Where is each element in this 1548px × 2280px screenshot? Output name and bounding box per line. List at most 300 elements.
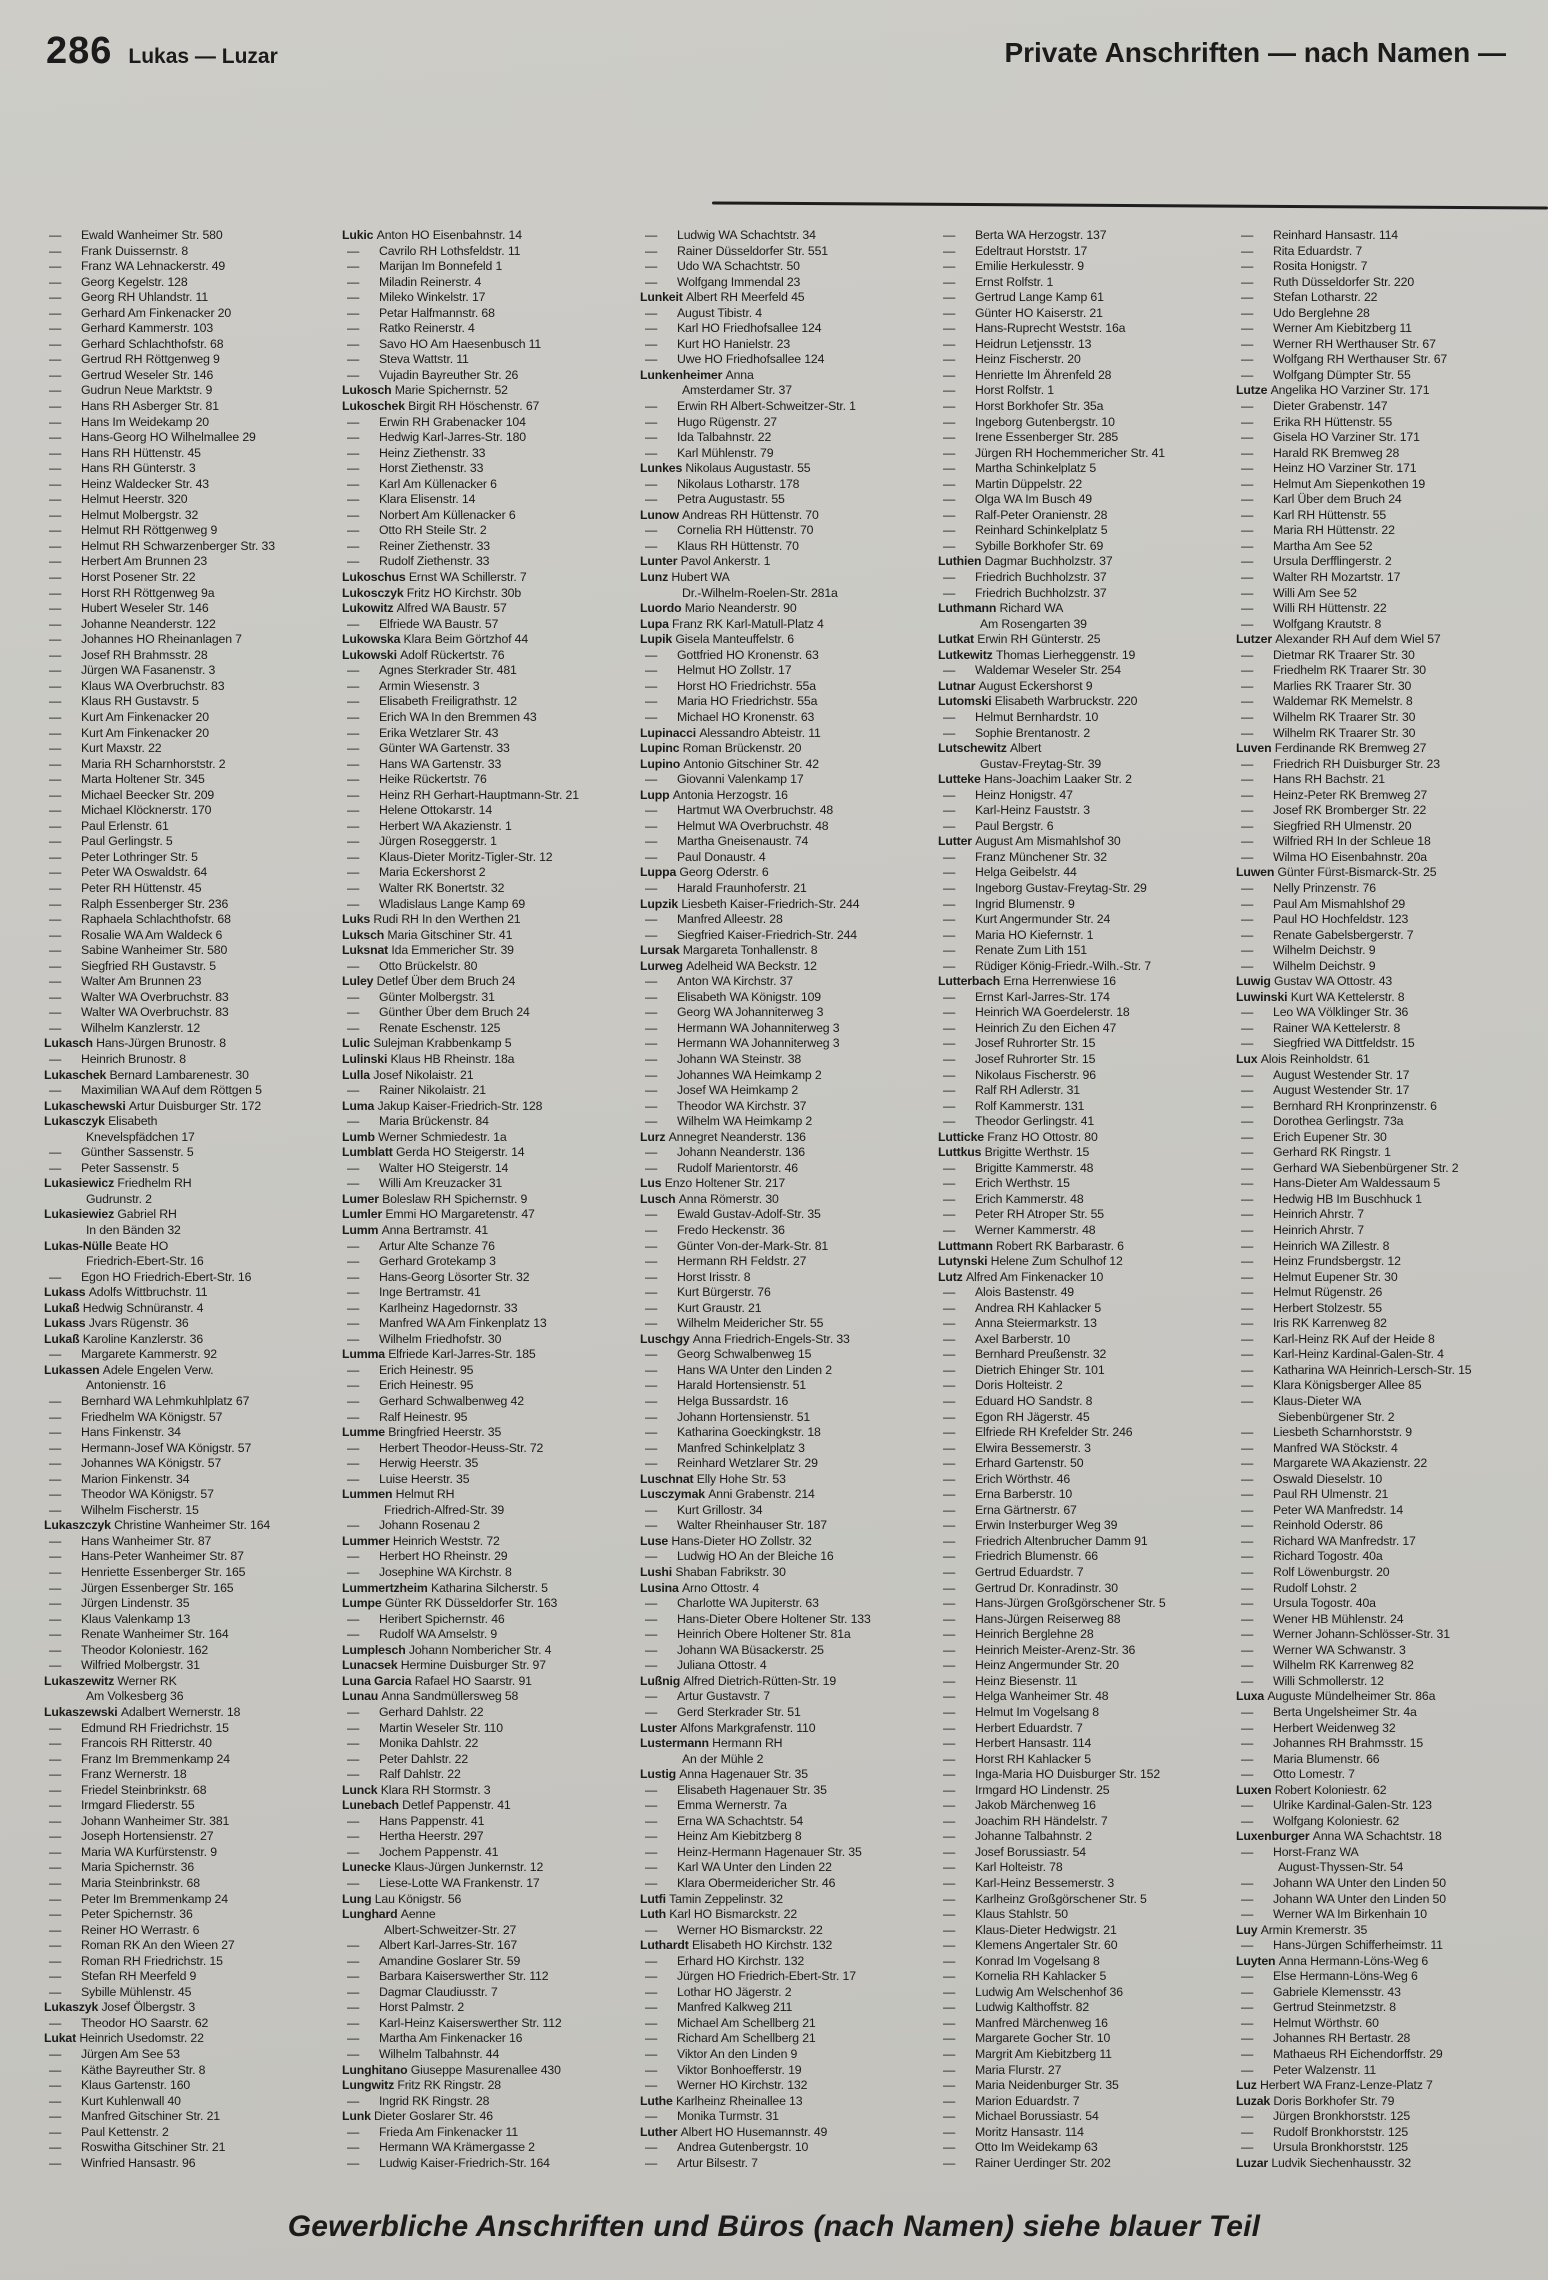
ditto-dash: — <box>943 336 956 351</box>
directory-entry: — Erwin RH Albert-Schweitzer-Str. 1 <box>640 399 928 415</box>
ditto-dash: — <box>1241 647 1254 662</box>
directory-entry: — Herbert Eduardstr. 7 <box>938 1721 1226 1737</box>
surname: Lunau <box>342 1689 382 1704</box>
ditto-dash: — <box>645 476 658 491</box>
directory-entry: — Egon HO Friedrich-Ebert-Str. 16 <box>44 1270 332 1286</box>
directory-entry: Friedrich-Alfred-Str. 39 <box>384 1502 505 1517</box>
ditto-dash: — <box>1241 1938 1254 1953</box>
ditto-dash: — <box>943 1673 956 1688</box>
surname: Lukaß <box>44 1300 83 1315</box>
ditto-dash: — <box>943 1891 956 1906</box>
ditto-dash: — <box>1241 1160 1254 1175</box>
directory-entry: Lukasiewicz Friedhelm RH <box>44 1176 192 1191</box>
directory-entry: — Rainer Düsseldorfer Str. 551 <box>640 244 928 260</box>
directory-entry: — Elfriede WA Baustr. 57 <box>342 617 630 633</box>
ditto-dash: — <box>49 305 62 320</box>
ditto-dash: — <box>49 1440 62 1455</box>
directory-entry: — Reiner HO Werrastr. 6 <box>44 1923 332 1939</box>
directory-entry: Lunow Andreas RH Hüttenstr. 70 <box>640 507 819 522</box>
directory-entry: August-Thyssen-Str. 54 <box>1278 1860 1404 1875</box>
directory-entry: — Manfred Kalkweg 211 <box>640 2000 928 2016</box>
ditto-dash: — <box>1241 1207 1254 1222</box>
ditto-dash: — <box>49 1860 62 1875</box>
ditto-dash: — <box>49 259 62 274</box>
ditto-dash: — <box>49 694 62 709</box>
ditto-dash: — <box>1241 1549 1254 1564</box>
directory-entry: — Ingrid RK Ringstr. 28 <box>342 2094 630 2110</box>
directory-entry: — Jürgen Am See 53 <box>44 2047 332 2063</box>
directory-entry: Lukaß Karoline Kanzlerstr. 36 <box>44 1331 204 1346</box>
directory-entry: — Horst HO Friedrichstr. 55a <box>640 679 928 695</box>
surname: Lummer <box>342 1533 393 1548</box>
directory-entry: Siebenbürgener Str. 2 <box>1278 1409 1395 1424</box>
directory-entry: — Andrea RH Kahlacker 5 <box>938 1301 1226 1317</box>
ditto-dash: — <box>943 1285 956 1300</box>
surname: Lutterbach <box>938 974 1004 989</box>
directory-entry: — Artur Alte Schanze 76 <box>342 1239 630 1255</box>
directory-entry: — Paul RH Ulmenstr. 21 <box>1236 1487 1524 1503</box>
ditto-dash: — <box>49 1844 62 1859</box>
directory-entry: Lutomski Elisabeth Warbruckstr. 220 <box>938 694 1138 709</box>
surname: Lukowska <box>342 632 404 647</box>
directory-entry: — Hans RH Bachstr. 21 <box>1236 772 1524 788</box>
ditto-dash: — <box>1241 259 1254 274</box>
ditto-dash: — <box>645 1782 658 1797</box>
ditto-dash: — <box>645 1689 658 1704</box>
surname: Luxa <box>1236 1689 1268 1704</box>
directory-entry: — Erich Werthstr. 15 <box>938 1176 1226 1192</box>
directory-entry: — Erich WA In den Bremmen 43 <box>342 710 630 726</box>
ditto-dash: — <box>49 1409 62 1424</box>
ditto-dash: — <box>49 818 62 833</box>
directory-entry: — Margarete Gocher Str. 10 <box>938 2031 1226 2047</box>
page-header <box>46 30 1506 73</box>
directory-entry: Lumma Elfriede Karl-Jarres-Str. 185 <box>342 1347 536 1362</box>
ditto-dash: — <box>1241 523 1254 538</box>
ditto-dash: — <box>347 492 360 507</box>
ditto-dash: — <box>1241 1036 1254 1051</box>
directory-entry: — Horst RH Kahlacker 5 <box>938 1752 1226 1768</box>
directory-entry: — Ursula Togostr. 40a <box>1236 1596 1524 1612</box>
directory-entry: Lung Lau Königstr. 56 <box>342 1891 462 1906</box>
directory-entry: Lukaszewski Adalbert Wernerstr. 18 <box>44 1704 241 1719</box>
ditto-dash: — <box>347 678 360 693</box>
ditto-dash: — <box>49 1565 62 1580</box>
directory-entry: Luna Garcia Rafael HO Saarstr. 91 <box>342 1673 532 1688</box>
directory-entry: — Karl-Heinz Kardinal-Galen-Str. 4 <box>1236 1347 1524 1363</box>
ditto-dash: — <box>347 336 360 351</box>
ditto-dash: — <box>1241 290 1254 305</box>
ditto-dash: — <box>347 1471 360 1486</box>
directory-entry: — Kurt Angermunder Str. 24 <box>938 912 1226 928</box>
ditto-dash: — <box>49 1642 62 1657</box>
directory-entry: — Ralf RH Adlerstr. 31 <box>938 1083 1226 1099</box>
ditto-dash: — <box>943 305 956 320</box>
directory-entry: — Herwig Heerstr. 35 <box>342 1456 630 1472</box>
ditto-dash: — <box>943 1969 956 1984</box>
ditto-dash: — <box>645 1502 658 1517</box>
surname: Luse <box>640 1533 672 1548</box>
ditto-dash: — <box>347 1160 360 1175</box>
directory-entry: — Helmut Im Vogelsang 8 <box>938 1705 1226 1721</box>
directory-entry: Lupinacci Alessandro Abteistr. 11 <box>640 725 821 740</box>
directory-entry: Lunter Pavol Ankerstr. 1 <box>640 554 771 569</box>
ditto-dash: — <box>347 367 360 382</box>
surname: Lukasiewiez <box>44 1207 118 1222</box>
directory-entry: — Francois RH Ritterstr. 40 <box>44 1736 332 1752</box>
ditto-dash: — <box>943 1409 956 1424</box>
directory-entry: — Hermann WA Johanniterweg 3 <box>640 1021 928 1037</box>
directory-entry: — Friedrich Blumenstr. 66 <box>938 1549 1226 1565</box>
directory-entry: — Hans-Jürgen Reiserweg 88 <box>938 1612 1226 1628</box>
directory-entry: Lutfi Tamin Zeppelinstr. 32 <box>640 1891 783 1906</box>
directory-entry: — Gerhard Am Finkenacker 20 <box>44 306 332 322</box>
directory-entry: — Emilie Herkulesstr. 9 <box>938 259 1226 275</box>
directory-entry: — Erich Kammerstr. 48 <box>938 1192 1226 1208</box>
ditto-dash: — <box>645 414 658 429</box>
ditto-dash: — <box>49 585 62 600</box>
ditto-dash: — <box>1241 1720 1254 1735</box>
surname: Lupinc <box>640 741 683 756</box>
ditto-dash: — <box>1241 1378 1254 1393</box>
surname: Lurz <box>640 1129 669 1144</box>
ditto-dash: — <box>943 1720 956 1735</box>
ditto-dash: — <box>347 2015 360 2030</box>
directory-entry: — Heinz Fischerstr. 20 <box>938 352 1226 368</box>
directory-entry: — Paul Erlenstr. 61 <box>44 819 332 835</box>
directory-entry: Lutticke Franz HO Ottostr. 80 <box>938 1129 1098 1144</box>
ditto-dash: — <box>943 507 956 522</box>
directory-entry: — Hans WA Unter den Linden 2 <box>640 1363 928 1379</box>
surname: Lukass <box>44 1285 89 1300</box>
directory-entry: Lustermann Hermann RH <box>640 1736 783 1751</box>
directory-entry: — Johann Wanheimer Str. 381 <box>44 1814 332 1830</box>
ditto-dash: — <box>943 1036 956 1051</box>
ditto-dash: — <box>347 1736 360 1751</box>
ditto-dash: — <box>49 912 62 927</box>
ditto-dash: — <box>1241 2140 1254 2155</box>
directory-entry: — Hermann WA Krämergasse 2 <box>342 2140 630 2156</box>
directory-entry: — Helmut RH Schwarzenberger Str. 33 <box>44 539 332 555</box>
surname: Lukassen <box>44 1362 103 1377</box>
surname: Lunow <box>640 507 683 522</box>
directory-entry: — Margrit Am Kiebitzberg 11 <box>938 2047 1226 2063</box>
directory-entry: — Gudrun Neue Marktstr. 9 <box>44 383 332 399</box>
directory-entry: — Helga Wanheimer Str. 48 <box>938 1689 1226 1705</box>
surname: Luttkus <box>938 1145 985 1160</box>
ditto-dash: — <box>1241 1891 1254 1906</box>
directory-entry: — Ewald Gustav-Adolf-Str. 35 <box>640 1207 928 1223</box>
ditto-dash: — <box>1241 1533 1254 1548</box>
directory-entry: — Martha Schinkelplatz 5 <box>938 461 1226 477</box>
directory-entry: — Mathaeus RH Eichendorffstr. 29 <box>1236 2047 1524 2063</box>
ditto-dash: — <box>943 2140 956 2155</box>
ditto-dash: — <box>49 1627 62 1642</box>
directory-entry: Lux Alois Reinholdstr. 61 <box>1236 1051 1370 1066</box>
ditto-dash: — <box>49 367 62 382</box>
ditto-dash: — <box>645 523 658 538</box>
directory-entry: Lukosch Marie Spichernstr. 52 <box>342 383 508 398</box>
directory-entry: Lukaß Hedwig Schnüranstr. 4 <box>44 1300 204 1315</box>
directory-entry: — Ralf-Peter Oranienstr. 28 <box>938 508 1226 524</box>
directory-entry: Lupinc Roman Brückenstr. 20 <box>640 741 802 756</box>
ditto-dash: — <box>347 1627 360 1642</box>
ditto-dash: — <box>1241 943 1254 958</box>
directory-entry: — Wilma HO Eisenbahnstr. 20a <box>1236 850 1524 866</box>
ditto-dash: — <box>49 492 62 507</box>
surname: Luwen <box>1236 865 1278 880</box>
ditto-dash: — <box>943 2015 956 2030</box>
directory-entry: — Ludwig Kaiser-Friedrich-Str. 164 <box>342 2156 630 2172</box>
directory-entry: — Franz Im Bremmenkamp 24 <box>44 1752 332 1768</box>
directory-entry: Luma Jakup Kaiser-Friedrich-Str. 128 <box>342 1098 543 1113</box>
directory-entry: — Werner RH Werthauser Str. 67 <box>1236 337 1524 353</box>
ditto-dash: — <box>1241 1844 1254 1859</box>
directory-entry: — Theodor WA Königstr. 57 <box>44 1487 332 1503</box>
ditto-dash: — <box>347 507 360 522</box>
directory-entry: — Werner HO Kirchstr. 132 <box>640 2078 928 2094</box>
directory-entry: — Inge Bertramstr. 41 <box>342 1285 630 1301</box>
ditto-dash: — <box>1241 1145 1254 1160</box>
surname: Lukasch <box>44 1036 97 1051</box>
ditto-dash: — <box>1241 912 1254 927</box>
ditto-dash: — <box>645 1596 658 1611</box>
ditto-dash: — <box>49 523 62 538</box>
directory-entry: — Herbert Theodor-Heuss-Str. 72 <box>342 1441 630 1457</box>
directory-entry: — Karl RH Hüttenstr. 55 <box>1236 508 1524 524</box>
directory-entry: — Lothar HO Jägerstr. 2 <box>640 1985 928 2001</box>
directory-entry: — Artur Bilsestr. 7 <box>640 2156 928 2172</box>
ditto-dash: — <box>943 1223 956 1237</box>
directory-entry: — Wolfgang Krautstr. 8 <box>1236 617 1524 633</box>
ditto-dash: — <box>645 1020 658 1035</box>
directory-entry: Lutze Angelika HO Varziner Str. 171 <box>1236 383 1430 398</box>
directory-entry: — Helmut Heerstr. 320 <box>44 492 332 508</box>
directory-entry: — Dagmar Claudiusstr. 7 <box>342 1985 630 2001</box>
directory-entry: Luthardt Elisabeth HO Kirchstr. 132 <box>640 1938 833 1953</box>
directory-entry: — Roman RH Friedrichstr. 15 <box>44 1954 332 1970</box>
ditto-dash: — <box>1241 1425 1254 1440</box>
ditto-dash: — <box>1241 1114 1254 1129</box>
directory-entry: — Peter WA Oswaldstr. 64 <box>44 865 332 881</box>
directory-entry: Lukas-Nülle Beate HO <box>44 1238 169 1253</box>
directory-entry: — Andrea Gutenbergstr. 10 <box>640 2140 928 2156</box>
directory-entry: Luse Hans-Dieter HO Zollstr. 32 <box>640 1533 812 1548</box>
directory-entry: Luschgy Anna Friedrich-Engels-Str. 33 <box>640 1331 850 1346</box>
directory-entry: — Dietrich Ehinger Str. 101 <box>938 1363 1226 1379</box>
directory-entry: — Peter Spichernstr. 36 <box>44 1907 332 1923</box>
ditto-dash: — <box>645 663 658 678</box>
surname: Lumme <box>342 1425 389 1440</box>
surname: Lunz <box>640 570 672 585</box>
ditto-dash: — <box>49 647 62 662</box>
ditto-dash: — <box>645 2140 658 2155</box>
directory-entry: Luksch Maria Gitschiner Str. 41 <box>342 927 513 942</box>
ditto-dash: — <box>347 1953 360 1968</box>
ditto-dash: — <box>49 414 62 429</box>
directory-entry: Knevelspfädchen 17 <box>86 1129 195 1144</box>
directory-entry: — Katharina Goeckingkstr. 18 <box>640 1425 928 1441</box>
surname: Lutschewitz <box>938 741 1010 756</box>
ditto-dash: — <box>1241 1331 1254 1346</box>
ditto-dash: — <box>347 1938 360 1953</box>
directory-entry: — Gottfried HO Kronenstr. 63 <box>640 648 928 664</box>
directory-entry: — Josef RK Bromberger Str. 22 <box>1236 803 1524 819</box>
ditto-dash: — <box>943 1984 956 1999</box>
surname: Lupzik <box>640 896 682 911</box>
ditto-dash: — <box>347 305 360 320</box>
directory-entry: — Rainer Uerdinger Str. 202 <box>938 2156 1226 2172</box>
directory-entry: — Hedwig Karl-Jarres-Str. 180 <box>342 430 630 446</box>
ditto-dash: — <box>1241 1518 1254 1533</box>
directory-entry: — Elisabeth Hagenauer Str. 35 <box>640 1783 928 1799</box>
ditto-dash: — <box>49 1549 62 1564</box>
directory-entry: — Jochem Pappenstr. 41 <box>342 1845 630 1861</box>
directory-entry: — Rudolf Marientorstr. 46 <box>640 1161 928 1177</box>
directory-entry: — Marta Holtener Str. 345 <box>44 772 332 788</box>
ditto-dash: — <box>347 1394 360 1409</box>
directory-entry: Lukic Anton HO Eisenbahnstr. 14 <box>342 228 522 242</box>
ditto-dash: — <box>943 1611 956 1626</box>
directory-entry: — Peter WA Manfredstr. 14 <box>1236 1503 1524 1519</box>
ditto-dash: — <box>943 880 956 895</box>
directory-entry: — Berta WA Herzogstr. 137 <box>938 228 1226 244</box>
surname: Lumblatt <box>342 1145 396 1160</box>
directory-entry: — Günter Molbergstr. 31 <box>342 990 630 1006</box>
ditto-dash: — <box>645 647 658 662</box>
directory-entry: — Franz Münchener Str. 32 <box>938 850 1226 866</box>
ditto-dash: — <box>347 787 360 802</box>
ditto-dash: — <box>645 1611 658 1626</box>
directory-entry: — Josef Ruhrorter Str. 15 <box>938 1052 1226 1068</box>
surname: Luma <box>342 1098 378 1113</box>
ditto-dash: — <box>49 2140 62 2155</box>
surname: Lunter <box>640 554 681 569</box>
ditto-dash: — <box>347 896 360 911</box>
directory-entry: — Wolfgang RH Werthauser Str. 67 <box>1236 352 1524 368</box>
ditto-dash: — <box>347 1269 360 1284</box>
ditto-dash: — <box>347 1331 360 1346</box>
ditto-dash: — <box>49 927 62 942</box>
directory-entry: — Heribert Spichernstr. 46 <box>342 1612 630 1628</box>
ditto-dash: — <box>943 414 956 429</box>
directory-entry: Lunck Klara RH Stormstr. 3 <box>342 1782 491 1797</box>
directory-entry: — Hertha Heerstr. 297 <box>342 1829 630 1845</box>
ditto-dash: — <box>49 1083 62 1098</box>
directory-entry: — Helmut Am Siepenkothen 19 <box>1236 477 1524 493</box>
directory-entry: — Nikolaus Lotharstr. 178 <box>640 477 928 493</box>
directory-entry: Lumb Werner Schmiedestr. 1a <box>342 1129 507 1144</box>
directory-entry: — Klaus Gartenstr. 160 <box>44 2078 332 2094</box>
directory-entry: — Erwin RH Grabenacker 104 <box>342 415 630 431</box>
ditto-dash: — <box>943 1953 956 1968</box>
directory-entry: Luks Rudi RH In den Werthen 21 <box>342 912 521 927</box>
ditto-dash: — <box>49 1425 62 1440</box>
ditto-dash: — <box>1241 1596 1254 1611</box>
ditto-dash: — <box>645 243 658 258</box>
directory-entry: — Edmund RH Friedrichstr. 15 <box>44 1721 332 1737</box>
surname: Lukat <box>44 2031 80 2046</box>
directory-entry: — Günter HO Kaiserstr. 21 <box>938 306 1226 322</box>
ditto-dash: — <box>645 1813 658 1828</box>
ditto-dash: — <box>943 1051 956 1066</box>
directory-entry: — Helmut Bernhardstr. 10 <box>938 710 1226 726</box>
ditto-dash: — <box>1241 1751 1254 1766</box>
ditto-dash: — <box>645 399 658 414</box>
directory-entry: — Horst Posener Str. 22 <box>44 570 332 586</box>
ditto-dash: — <box>1241 1627 1254 1642</box>
ditto-dash: — <box>1241 336 1254 351</box>
ditto-dash: — <box>645 803 658 818</box>
directory-entry: — Wilfried Molbergstr. 31 <box>44 1658 332 1674</box>
directory-entry: Lutterbach Erna Herrenwiese 16 <box>938 974 1116 989</box>
ditto-dash: — <box>347 834 360 849</box>
directory-entry: — Manfred Gitschiner Str. 21 <box>44 2109 332 2125</box>
directory-entry: — Doris Holteistr. 2 <box>938 1378 1226 1394</box>
ditto-dash: — <box>49 321 62 336</box>
ditto-dash: — <box>943 2093 956 2108</box>
surname: Lummertzheim <box>342 1580 431 1595</box>
directory-entry: — Uwe HO Friedhofsallee 124 <box>640 352 928 368</box>
directory-entry: — Frieda Am Finkenacker 11 <box>342 2125 630 2141</box>
directory-entry: — Heinrich Ahrstr. 7 <box>1236 1223 1524 1239</box>
directory-entry: — Hans-Ruprecht Weststr. 16a <box>938 321 1226 337</box>
directory-entry: Lustig Anna Hagenauer Str. 35 <box>640 1767 808 1782</box>
ditto-dash: — <box>943 228 956 242</box>
ditto-dash: — <box>49 958 62 973</box>
surname: Luksch <box>342 927 388 942</box>
surname: Lukic <box>342 228 377 242</box>
directory-entry: — Jürgen Bronkhorststr. 125 <box>1236 2109 1524 2125</box>
surname: Lukoschek <box>342 399 409 414</box>
directory-entry: — Hans-Jürgen Schifferheimstr. 11 <box>1236 1938 1524 1954</box>
directory-entry: Lursak Margareta Tonhallenstr. 8 <box>640 943 818 958</box>
directory-entry: — Maria Brückenstr. 84 <box>342 1114 630 1130</box>
directory-entry: — Gerhard Schlachthofstr. 68 <box>44 337 332 353</box>
directory-entry: Lunkes Nikolaus Augustastr. 55 <box>640 461 811 476</box>
directory-entry: Lusczymak Anni Grabenstr. 214 <box>640 1487 815 1502</box>
directory-entry: Lulic Sulejman Krabbenkamp 5 <box>342 1036 512 1051</box>
directory-entry: — Josef WA Heimkamp 2 <box>640 1083 928 1099</box>
ditto-dash: — <box>1241 1300 1254 1315</box>
directory-entry: — Horst Rolfstr. 1 <box>938 383 1226 399</box>
directory-entry: Luy Armin Kremerstr. 35 <box>1236 1922 1368 1937</box>
ditto-dash: — <box>943 1627 956 1642</box>
directory-entry: — Heinz Honigstr. 47 <box>938 788 1226 804</box>
directory-entry: — Erich Heinestr. 95 <box>342 1378 630 1394</box>
ditto-dash: — <box>943 725 956 740</box>
directory-entry: — Maria Flurstr. 27 <box>938 2063 1226 2079</box>
directory-entry: — Heinrich WA Goerdelerstr. 18 <box>938 1005 1226 1021</box>
directory-entry: — Norbert Am Küllenacker 6 <box>342 508 630 524</box>
ditto-dash: — <box>943 663 956 678</box>
directory-entry: — Gerhard Kammerstr. 103 <box>44 321 332 337</box>
directory-entry: Luthe Karlheinz Rheinallee 13 <box>640 2093 803 2108</box>
directory-entry: — Wener HB Mühlenstr. 24 <box>1236 1612 1524 1628</box>
directory-entry: Lungwitz Fritz RK Ringstr. 28 <box>342 2078 501 2093</box>
ditto-dash: — <box>347 259 360 274</box>
directory-entry: — Johann WA Unter den Linden 50 <box>1236 1892 1524 1908</box>
ditto-dash: — <box>1241 1580 1254 1595</box>
ditto-dash: — <box>645 1394 658 1409</box>
directory-entry: — Maria Eckershorst 2 <box>342 865 630 881</box>
directory-entry: — Marion Eduardstr. 7 <box>938 2094 1226 2110</box>
directory-entry: — Artur Gustavstr. 7 <box>640 1689 928 1705</box>
directory-columns <box>44 228 1524 2171</box>
directory-entry: — Günter WA Gartenstr. 33 <box>342 741 630 757</box>
directory-entry: — Margarete Kammerstr. 92 <box>44 1347 332 1363</box>
directory-entry: — Harald RK Bremweg 28 <box>1236 446 1524 462</box>
